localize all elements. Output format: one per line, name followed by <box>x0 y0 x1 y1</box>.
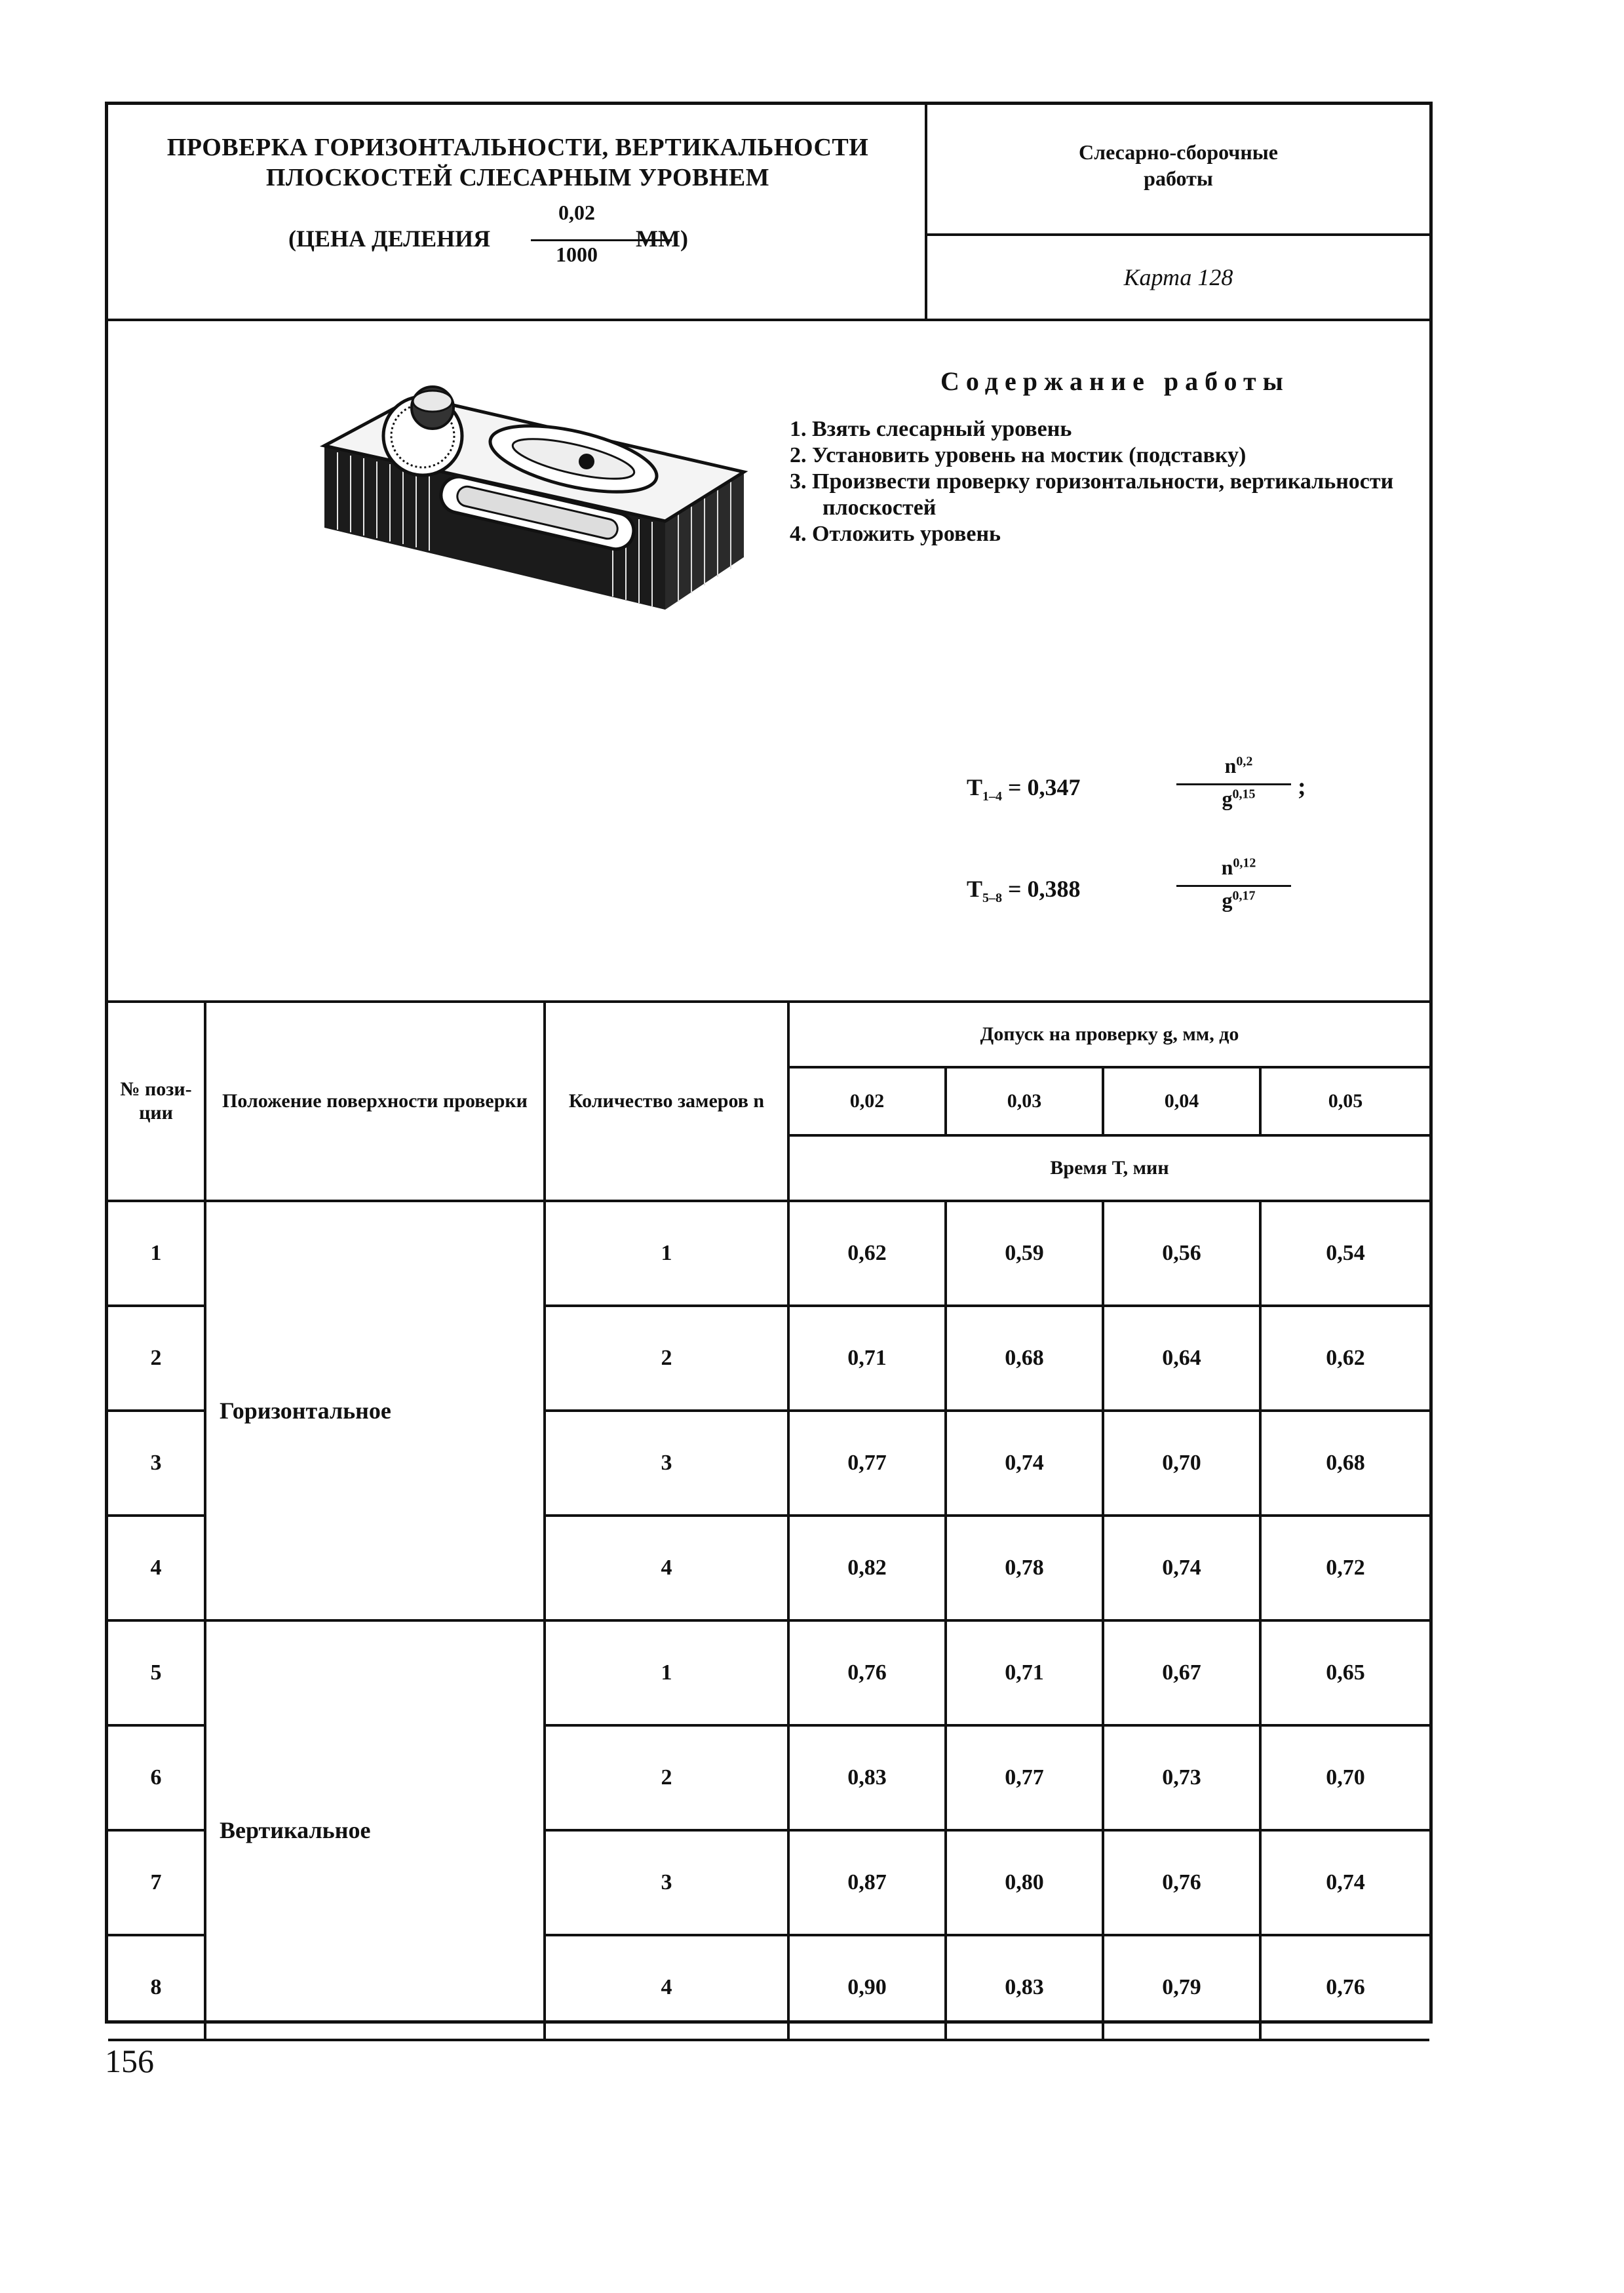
col-header-count: Количество замеров n <box>545 1003 788 1201</box>
cell-position: 4 <box>108 1516 205 1620</box>
cell-time: 0,76 <box>788 1620 946 1725</box>
cell-position: 2 <box>108 1306 205 1411</box>
denominator-base: g <box>1222 888 1233 912</box>
table-row <box>108 1620 1429 1725</box>
title-line-2: ПЛОСКОСТЕЙ СЛЕСАРНЫМ УРОВНЕМ <box>265 164 770 191</box>
cell-surface-group: Горизонтальное <box>205 1201 545 1620</box>
formula-subscript: 1–4 <box>982 789 1003 804</box>
page-title <box>108 132 927 193</box>
work-content-heading: Содержание работы <box>940 366 1290 396</box>
cell-position: 8 <box>108 1935 205 2040</box>
denominator-exponent: 0,15 <box>1232 787 1256 802</box>
scale-unit: ММ) <box>636 225 688 252</box>
cell-time: 0,68 <box>1260 1411 1429 1516</box>
formula-symbol: T <box>967 876 983 902</box>
cell-time: 0,71 <box>788 1306 946 1411</box>
formula-denominator <box>1183 787 1294 811</box>
list-item: 2. Установить уровень на мостик (подставку) <box>790 443 1247 467</box>
work-content <box>108 321 1429 1003</box>
cell-time: 0,79 <box>1103 1935 1260 2040</box>
formula-lhs <box>967 774 1081 804</box>
cell-time: 0,74 <box>946 1411 1103 1516</box>
formula-numerator <box>1183 855 1294 880</box>
cell-time: 0,78 <box>946 1516 1103 1620</box>
cell-time: 0,70 <box>1103 1411 1260 1516</box>
cell-time: 0,62 <box>1260 1306 1429 1411</box>
col-header-surface: Положение поверхности проверки <box>205 1003 545 1201</box>
cell-time: 0,70 <box>1260 1725 1429 1830</box>
cell-time: 0,56 <box>1103 1201 1260 1306</box>
scale-denominator: 1000 <box>556 243 598 266</box>
formula-positions-5-8 <box>967 855 1360 928</box>
cell-time: 0,90 <box>788 1935 946 2040</box>
cell-position: 1 <box>108 1201 205 1306</box>
cell-time: 0,80 <box>946 1830 1103 1935</box>
time-header: Время Т, мин <box>788 1135 1429 1201</box>
list-item: 3. Произвести проверку горизонтальности, вертикальности плоскостей <box>790 469 1394 520</box>
cell-time: 0,73 <box>1103 1725 1260 1830</box>
table-row <box>108 1201 1429 1306</box>
formula-lhs <box>967 875 1081 906</box>
cell-position: 7 <box>108 1830 205 1935</box>
formula-numerator <box>1183 754 1294 778</box>
denominator-base: g <box>1222 787 1233 810</box>
cell-time: 0,71 <box>946 1620 1103 1725</box>
time-norms-table <box>108 1003 1429 2041</box>
cell-position: 3 <box>108 1411 205 1516</box>
cell-count: 4 <box>545 1935 788 2040</box>
formula-positions-1-4 <box>967 754 1360 826</box>
fraction-bar <box>1176 885 1291 887</box>
work-type-line-1: Слесарно-сборочные <box>1079 140 1278 164</box>
cell-surface-group: Вертикальное <box>205 1620 545 2040</box>
work-type-line-2: работы <box>1144 167 1213 190</box>
cell-time: 0,74 <box>1103 1516 1260 1620</box>
tolerance-value: 0,05 <box>1260 1067 1429 1135</box>
cell-count: 3 <box>545 1830 788 1935</box>
cell-time: 0,68 <box>946 1306 1103 1411</box>
numerator-base: n <box>1224 754 1237 777</box>
cell-time: 0,62 <box>788 1201 946 1306</box>
cell-time: 0,72 <box>1260 1516 1429 1620</box>
card-frame <box>105 102 1433 2024</box>
cell-time: 0,76 <box>1103 1830 1260 1935</box>
numerator-base: n <box>1221 855 1233 879</box>
spirit-level-icon <box>298 361 770 623</box>
card-number-cell <box>927 236 1429 321</box>
formula-denominator <box>1183 888 1294 912</box>
formula-separator: ; <box>1298 773 1306 800</box>
cell-time: 0,77 <box>946 1725 1103 1830</box>
title-line-1: ПРОВЕРКА ГОРИЗОНТАЛЬНОСТИ, ВЕРТИКАЛЬНОСТИ <box>166 134 869 161</box>
cell-time: 0,82 <box>788 1516 946 1620</box>
cell-time: 0,59 <box>946 1201 1103 1306</box>
cell-count: 2 <box>545 1306 788 1411</box>
col-header-tolerance: Допуск на проверку g, мм, до <box>788 1003 1429 1067</box>
cell-time: 0,83 <box>946 1935 1103 2040</box>
cell-time: 0,87 <box>788 1830 946 1935</box>
fraction-bar <box>1176 783 1291 785</box>
formula-coefficient: = 0,388 <box>1008 876 1081 902</box>
numerator-exponent: 0,2 <box>1236 754 1253 769</box>
cell-position: 6 <box>108 1725 205 1830</box>
col-header-position: № пози-ции <box>108 1003 205 1201</box>
page-number: 156 <box>105 2043 154 2079</box>
formula-subscript: 5–8 <box>982 891 1003 906</box>
scale-division <box>108 197 927 269</box>
numerator-exponent: 0,12 <box>1233 855 1256 871</box>
cell-time: 0,67 <box>1103 1620 1260 1725</box>
list-item: 4. Отложить уровень <box>790 522 1001 546</box>
cell-time: 0,65 <box>1260 1620 1429 1725</box>
cell-count: 4 <box>545 1516 788 1620</box>
work-type-cell <box>927 105 1429 236</box>
card-number: Карта 128 <box>1123 264 1233 290</box>
cell-time: 0,83 <box>788 1725 946 1830</box>
cell-count: 1 <box>545 1620 788 1725</box>
formula-symbol: T <box>967 774 983 800</box>
scale-numerator: 0,02 <box>558 201 595 224</box>
scale-label: (ЦЕНА ДЕЛЕНИЯ <box>288 225 491 252</box>
tolerance-value: 0,02 <box>788 1067 946 1135</box>
list-item: 1. Взять слесарный уровень <box>790 417 1072 441</box>
header-title-cell <box>108 105 927 321</box>
cell-position: 5 <box>108 1620 205 1725</box>
cell-time: 0,64 <box>1103 1306 1260 1411</box>
cell-time: 0,76 <box>1260 1935 1429 2040</box>
cell-time: 0,54 <box>1260 1201 1429 1306</box>
steps-list <box>790 416 1419 547</box>
cell-count: 1 <box>545 1201 788 1306</box>
work-type <box>927 139 1429 191</box>
cell-count: 2 <box>545 1725 788 1830</box>
cell-time: 0,74 <box>1260 1830 1429 1935</box>
tolerance-value: 0,04 <box>1103 1067 1260 1135</box>
formula-coefficient: = 0,347 <box>1008 774 1081 800</box>
cell-time: 0,77 <box>788 1411 946 1516</box>
denominator-exponent: 0,17 <box>1232 888 1256 903</box>
cell-count: 3 <box>545 1411 788 1516</box>
tolerance-value: 0,03 <box>946 1067 1103 1135</box>
